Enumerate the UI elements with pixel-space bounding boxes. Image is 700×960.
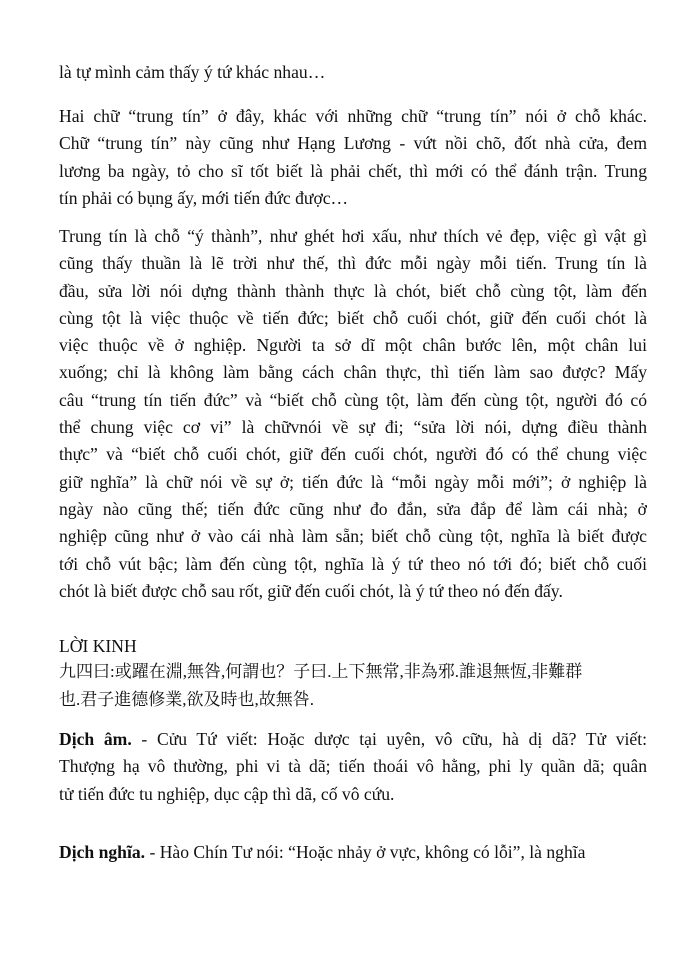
text-line: ngày nào cũng thế; tiến đức cũng như đo đắn, sửa đắp để làm cái nhà; ở bbox=[59, 498, 647, 519]
heading-text: LỜI KINH bbox=[59, 636, 137, 656]
text-line: Chữ “trung tín” này cũng như Hạng Lương - vứt nồi chõ, đốt nhà cửa, đem bbox=[59, 133, 647, 154]
chinese-text bbox=[59, 658, 647, 714]
text-line: tới chỗ vút bậc; làm đến cùng tột, nghĩa là ý tứ theo nó tới đó; biết chỗ cuối bbox=[59, 553, 647, 574]
dich-am-paragraph bbox=[59, 726, 647, 808]
text-line: tín phải có bụng ấy, mới tiến đức được… bbox=[59, 187, 349, 208]
paragraph-1 bbox=[59, 59, 647, 86]
text-line: giữ nghĩa” là chữ nói về sự ở; tiến đức là “mỗi ngày mỗi mới”; ở nghiệp là bbox=[59, 471, 647, 492]
text-line: lương ba ngày, tỏ cho sĩ tốt biết là phải chết, thì mới có thể đánh trận. Trung bbox=[59, 160, 647, 181]
text-line: Thượng hạ vô thường, phi vi tà dã; tiến thoái vô hằng, phi ly quần dã; quân bbox=[59, 756, 647, 777]
text-line: thể chung việc cơ vi” là chữvnói về sự đi; “sửa lời nói, dựng điều thành bbox=[59, 417, 647, 438]
section-heading bbox=[59, 633, 647, 660]
text-line: Trung tín là chỗ “ý thành”, như ghét hơi xấu, như thích vẻ đẹp, việc gì vật gì bbox=[59, 226, 647, 246]
text-line: nghiệp cũng như ở vào cái nhà làm sẵn; biết chỗ cùng tột, nghĩa là biết được bbox=[59, 526, 647, 547]
text-line: cũng thấy thuần là lẽ trời như thế, thì đức mỗi ngày mỗi tiến. Trung tín là bbox=[59, 253, 647, 274]
text-line: chót là biết được chỗ sau rốt, giữ đến cuối chót, là ý tứ theo nó đến đấy. bbox=[59, 580, 563, 601]
dich-nghia-text: - Hào Chín Tư nói: “Hoặc nhảy ở vực, không có lỗi”, là nghĩa bbox=[145, 842, 586, 862]
dich-nghia-label: Dịch nghĩa. bbox=[59, 842, 146, 862]
paragraph-2 bbox=[59, 103, 647, 212]
text-line: cùng tột là việc thuộc về tiến đức; biết chỗ cuối chót, giữ đến cuối chót là bbox=[59, 307, 647, 328]
text-line bbox=[59, 839, 647, 866]
text-line: tử tiến đức tu nghiệp, dục cập thì dã, cố vô cứu. bbox=[59, 783, 395, 804]
text-line: Hai chữ “trung tín” ở đây, khác với những chữ “trung tín” nói ở chỗ khác. bbox=[59, 106, 647, 126]
dich-nghia-paragraph bbox=[59, 839, 647, 866]
dich-am-text: - Cửu Tứ viết: Hoặc dược tại uyên, vô cữu, hà dị dã? Tử viết: bbox=[131, 729, 647, 749]
text-line bbox=[59, 726, 647, 753]
text-line: thực” và “biết chỗ cuối chót, giữ đến cuối chót, người đó có thể chung việc bbox=[59, 444, 647, 465]
text-line: 九四曰:或躍在淵,無咎,何謂也？子曰.上下無常,非為邪.誰退無恆,非難群 bbox=[59, 662, 583, 681]
text-line: xuống; chỉ là không làm bằng cách chân thực, thì tiến làm sao được? Mấy bbox=[59, 362, 647, 383]
text-line: câu “trung tín tiến đức” và “biết chỗ cùng tột, làm đến cùng tột, người đó có bbox=[59, 389, 647, 410]
dich-am-label: Dịch âm. bbox=[59, 729, 132, 749]
text-line: 也.君子進德修業,欲及時也,故無咎. bbox=[59, 690, 314, 709]
paragraph-3 bbox=[59, 223, 647, 605]
text-line: là tự mình cảm thấy ý tứ khác nhau… bbox=[59, 62, 326, 82]
text-line: việc thuộc về ở nghiệp. Người ta sở dĩ một chân bước lên, một chân lui bbox=[59, 335, 647, 356]
text-line: đầu, sửa lời nói dựng thành thành thực là chót, biết chỗ cùng tột, làm đến bbox=[59, 280, 647, 301]
